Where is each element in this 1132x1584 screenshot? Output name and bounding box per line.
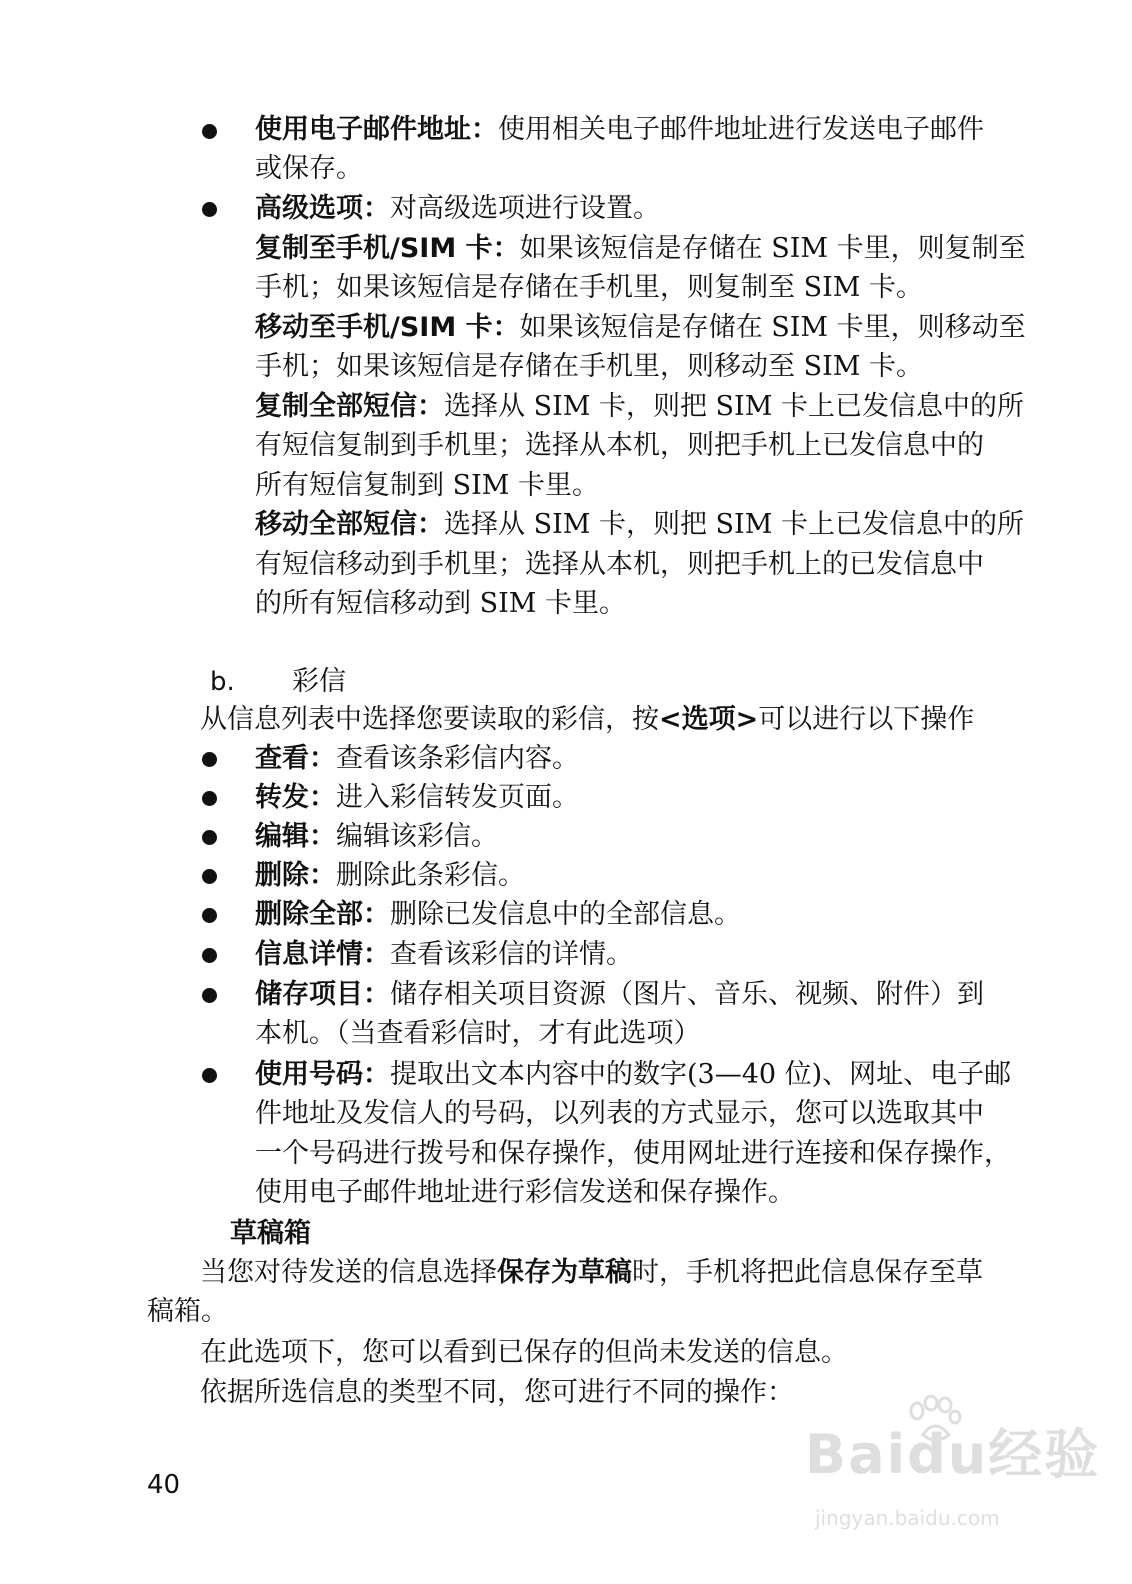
item-text-continued: 或保存。 (255, 153, 363, 184)
item-text: 使用相关电子邮件地址进行发送电子邮件 (498, 114, 984, 145)
sub-item-copy-all (255, 387, 1024, 427)
watermark-logo: Baidu经验 (805, 1423, 1101, 1486)
drafts-paragraph-3: 依据所选信息的类型不同，您可进行不同的操作： (200, 1377, 794, 1408)
sub-item-text: 选择从 SIM 卡，则把 SIM 卡上已发信息中的所 (444, 391, 1024, 422)
option-text: 查看该条彩信内容。 (336, 743, 579, 774)
sub-item-text-continued: 手机；如果该短信是存储在手机里，则移动至 SIM 卡。 (255, 351, 923, 382)
sub-item-label: 移动全部短信： (255, 509, 444, 540)
item-label: 高级选项： (255, 193, 390, 224)
sub-item-text: 如果该短信是存储在 SIM 卡里，则移动至 (519, 312, 1026, 343)
option-label: 转发： (255, 782, 336, 813)
item-email-address (255, 110, 984, 150)
option-text-continued: 件地址及发信人的号码，以列表的方式显示，您可以选取其中 (255, 1098, 984, 1129)
sub-item-text-continued: 手机；如果该短信是存储在手机里，则复制至 SIM 卡。 (255, 272, 923, 303)
intro-text: 可以进行以下操作 (758, 704, 975, 735)
page-number: 40 (147, 1470, 181, 1500)
sub-item-text-continued: 有短信复制到手机里；选择从本机，则把手机上已发信息中的 (255, 430, 984, 461)
sub-item-move-all (255, 505, 1024, 545)
option-text: 查看该彩信的详情。 (390, 939, 633, 970)
bullet-dot-icon (202, 791, 217, 806)
baidu-watermark (795, 1395, 1101, 1535)
bullet-dot-icon (202, 908, 217, 923)
option-text: 进入彩信转发页面。 (336, 782, 579, 813)
option-use-number (255, 1055, 1011, 1095)
option-label: 信息详情： (255, 939, 390, 970)
option-delete-all (255, 895, 741, 935)
item-advanced (255, 189, 660, 229)
bullet-dot-icon (202, 202, 217, 217)
bullet-dot-icon (202, 830, 217, 845)
option-text: 删除已发信息中的全部信息。 (390, 899, 741, 930)
option-view (255, 739, 579, 779)
sub-item-text: 选择从 SIM 卡，则把 SIM 卡上已发信息中的所 (444, 509, 1024, 540)
bullet-dot-icon (202, 1068, 217, 1083)
watermark-url: jingyan.baidu.com (815, 1506, 1000, 1530)
drafts-paragraph-1 (200, 1253, 983, 1293)
sub-item-text-continued: 有短信移动到手机里；选择从本机，则把手机上的已发信息中 (255, 549, 984, 580)
option-label: 编辑： (255, 821, 336, 852)
option-text-continued: 本机。（当查看彩信时，才有此选项） (255, 1018, 701, 1049)
paragraph-text: 当您对待发送的信息选择 (200, 1257, 497, 1288)
item-label: 使用电子邮件地址： (255, 114, 498, 145)
sub-item-move-to (255, 308, 1026, 348)
section-letter: b. (210, 667, 235, 697)
sub-item-label: 复制全部短信： (255, 391, 444, 422)
sub-item-label: 复制至手机/SIM 卡： (255, 233, 520, 264)
sub-item-text-continued: 所有短信复制到 SIM 卡里。 (255, 470, 599, 501)
option-text: 提取出文本内容中的数字(3—40 位)、网址、电子邮 (390, 1059, 1012, 1090)
option-label: 查看： (255, 743, 336, 774)
section-title: 彩信 (292, 666, 346, 697)
option-label: 删除： (255, 860, 336, 891)
option-details (255, 935, 633, 975)
sub-item-label: 移动至手机/SIM 卡： (255, 312, 520, 343)
option-text: 删除此条彩信。 (336, 860, 525, 891)
drafts-paragraph-2: 在此选项下，您可以看到已保存的但尚未发送的信息。 (200, 1337, 848, 1368)
option-forward (255, 778, 579, 818)
item-text: 对高级选项进行设置。 (390, 193, 660, 224)
drafts-heading: 草稿箱 (230, 1218, 311, 1249)
bullet-dot-icon (202, 988, 217, 1003)
bullet-dot-icon (202, 948, 217, 963)
sub-item-text-continued: 的所有短信移动到 SIM 卡里。 (255, 588, 626, 619)
option-label: 储存项目： (255, 979, 390, 1010)
option-text-continued: 一个号码进行拨号和保存操作，使用网址进行连接和保存操作， (255, 1138, 1011, 1169)
bullet-dot-icon (202, 752, 217, 767)
option-save-items (255, 975, 984, 1015)
option-text: 编辑该彩信。 (336, 821, 498, 852)
section-intro (200, 700, 974, 740)
option-edit (255, 817, 498, 857)
option-text-continued: 使用电子邮件地址进行彩信发送和保存操作。 (255, 1177, 795, 1208)
sub-item-copy-to (255, 229, 1026, 269)
bullet-dot-icon (202, 124, 217, 139)
drafts-paragraph-1-continued: 稿箱。 (147, 1296, 228, 1327)
option-label: 删除全部： (255, 899, 390, 930)
section-heading-mms (210, 662, 346, 703)
bullet-dot-icon (202, 869, 217, 884)
option-label: 使用号码： (255, 1059, 390, 1090)
intro-text: 从信息列表中选择您要读取的彩信，按 (200, 704, 659, 735)
paragraph-text: 时，手机将把此信息保存至草 (632, 1257, 983, 1288)
options-key-label: <选项> (659, 704, 759, 735)
option-delete (255, 856, 525, 896)
option-text: 储存相关项目资源（图片、音乐、视频、附件）到 (390, 979, 984, 1010)
sub-item-text: 如果该短信是存储在 SIM 卡里，则复制至 (519, 233, 1026, 264)
save-as-draft-label: 保存为草稿 (497, 1257, 632, 1288)
